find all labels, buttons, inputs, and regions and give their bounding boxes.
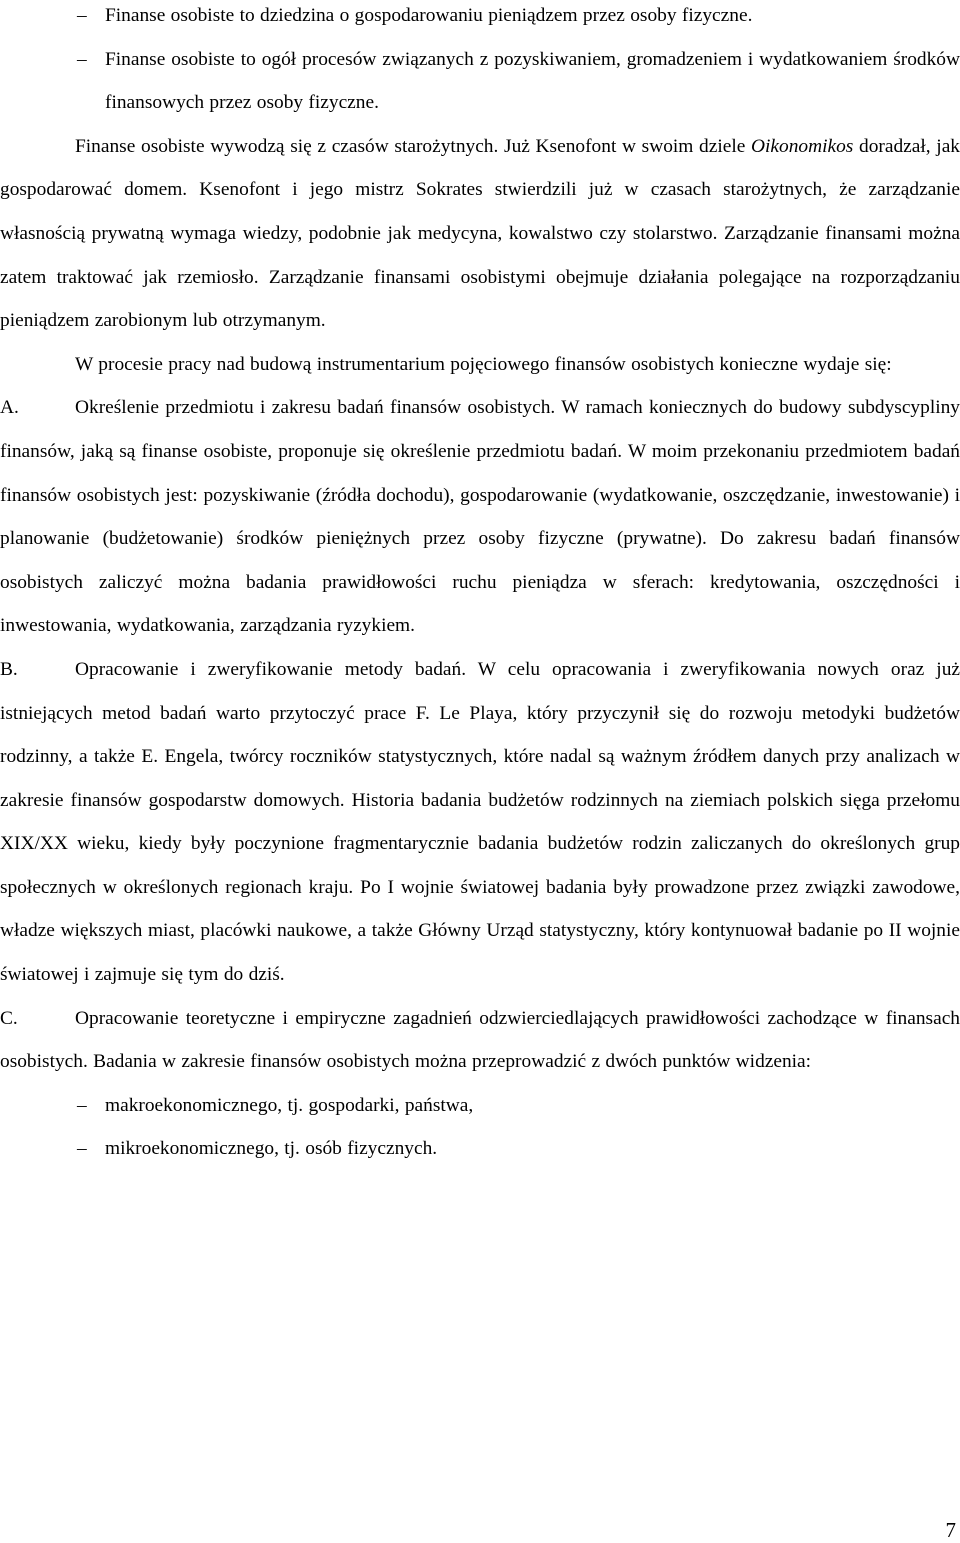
dash-bullet: – [77,1094,87,1116]
paragraph-history [0,125,960,343]
list-item [0,0,960,38]
paragraph-intro: W procesie pracy nad budową instrumentarium pojęciowego finansów osobistych konieczne wydaje się: [75,353,892,375]
paragraph-text: doradzał, jak gospodarować domem. Ksenofont i jego mistrz Sokrates stwierdzili już w czasach starożytnych, że zarządzanie własnością prywatną wymaga wiedzy, podobnie jak medycyna, kowalstwo czy stolarstwo. Zarządzanie finansami można zatem traktować jak rzemiosło. Zarządzanie finansami osobistymi obejmuje działania polegające na rozporządzaniu pieniądzem zarobionym lub otrzymanym. [0,135,960,332]
item-letter: B. [0,658,18,680]
paragraph-text: Finanse osobiste wywodzą się z czasów starożytnych. Już Ksenofont w swoim dziele [75,135,752,157]
book-title: Oikonomikos [751,135,854,157]
item-letter: C. [0,1007,18,1029]
list-item [0,38,960,125]
list-item-text: makroekonomicznego, tj. gospodarki, państwa, [105,1094,474,1116]
list-item-text: Finanse osobiste to dziedzina o gospodarowaniu pieniądzem przez osoby fizyczne. [105,5,753,26]
lettered-item [0,997,960,1084]
item-text: Opracowanie i zweryfikowanie metody badań. W celu opracowania i zweryfikowania nowych oraz już istniejących metod badań warto przytoczyć prace F. Le Playa, który przyczynił się do rozwoju metodyki budżetów rodzinny, a także E. Engela, twórcy roczników statystycznych, które nadal są ważnym źródłem danych przy analizach w zakresie finansów gospodarstw domowych. Historia badania budżetów rodzinnych na ziemiach polskich sięga przełomu XIX/XX wieku, kiedy były poczynione fragmentarycznie badania budżetów rodzin zaliczanych do określonych grup społecznych w określonych regionach kraju. Po I wojnie światowej badania były prowadzone przez związki zawodowe, władze większych miast, placówki naukowe, a także Główny Urząd statystyczny, który kontynuował badanie po II wojnie światowej i zajmuje się tym do dziś. [0,658,960,986]
list-item [0,1084,960,1128]
dash-bullet: – [77,5,87,26]
page-number: 7 [945,1518,956,1542]
lettered-item [0,386,960,648]
item-text: Opracowanie teoretyczne i empiryczne zagadnień odzwierciedlających prawidłowości zachodzące w finansach osobistych. Badania w zakresie finansów osobistych można przeprowadzić z dwóch punktów widzenia: [0,1007,960,1073]
item-letter: A. [0,397,19,419]
list-item [0,1127,960,1171]
list-item-text: mikroekonomicznego, tj. osób fizycznych. [105,1138,438,1160]
list-item-text: Finanse osobiste to ogół procesów związanych z pozyskiwaniem, gromadzeniem i wydatkowaniem środków finansowych przez osoby fizyczne. [105,48,960,114]
lettered-item [0,648,960,997]
dash-bullet: – [77,48,87,70]
item-text: Określenie przedmiotu i zakresu badań finansów osobistych. W ramach koniecznych do budowy subdyscypliny finansów, jaką są finanse osobiste, proponuje się określenie przedmiotu badań. W moim przekonaniu przedmiotem badań finansów osobistych jest: pozyskiwanie (źródła dochodu), gospodarowanie (wydatkowanie, oszczędzanie, inwestowanie) i planowanie (budżetowanie) środków pieniężnych przez osoby fizyczne (prywatne). Do zakresu badań finansów osobistych zaliczyć można badania prawidłowości ruchu pieniądza w sferach: kredytowania, oszczędności i inwestowania, wydatkowania, zarządzania ryzykiem. [0,397,960,637]
dash-bullet: – [77,1138,87,1160]
